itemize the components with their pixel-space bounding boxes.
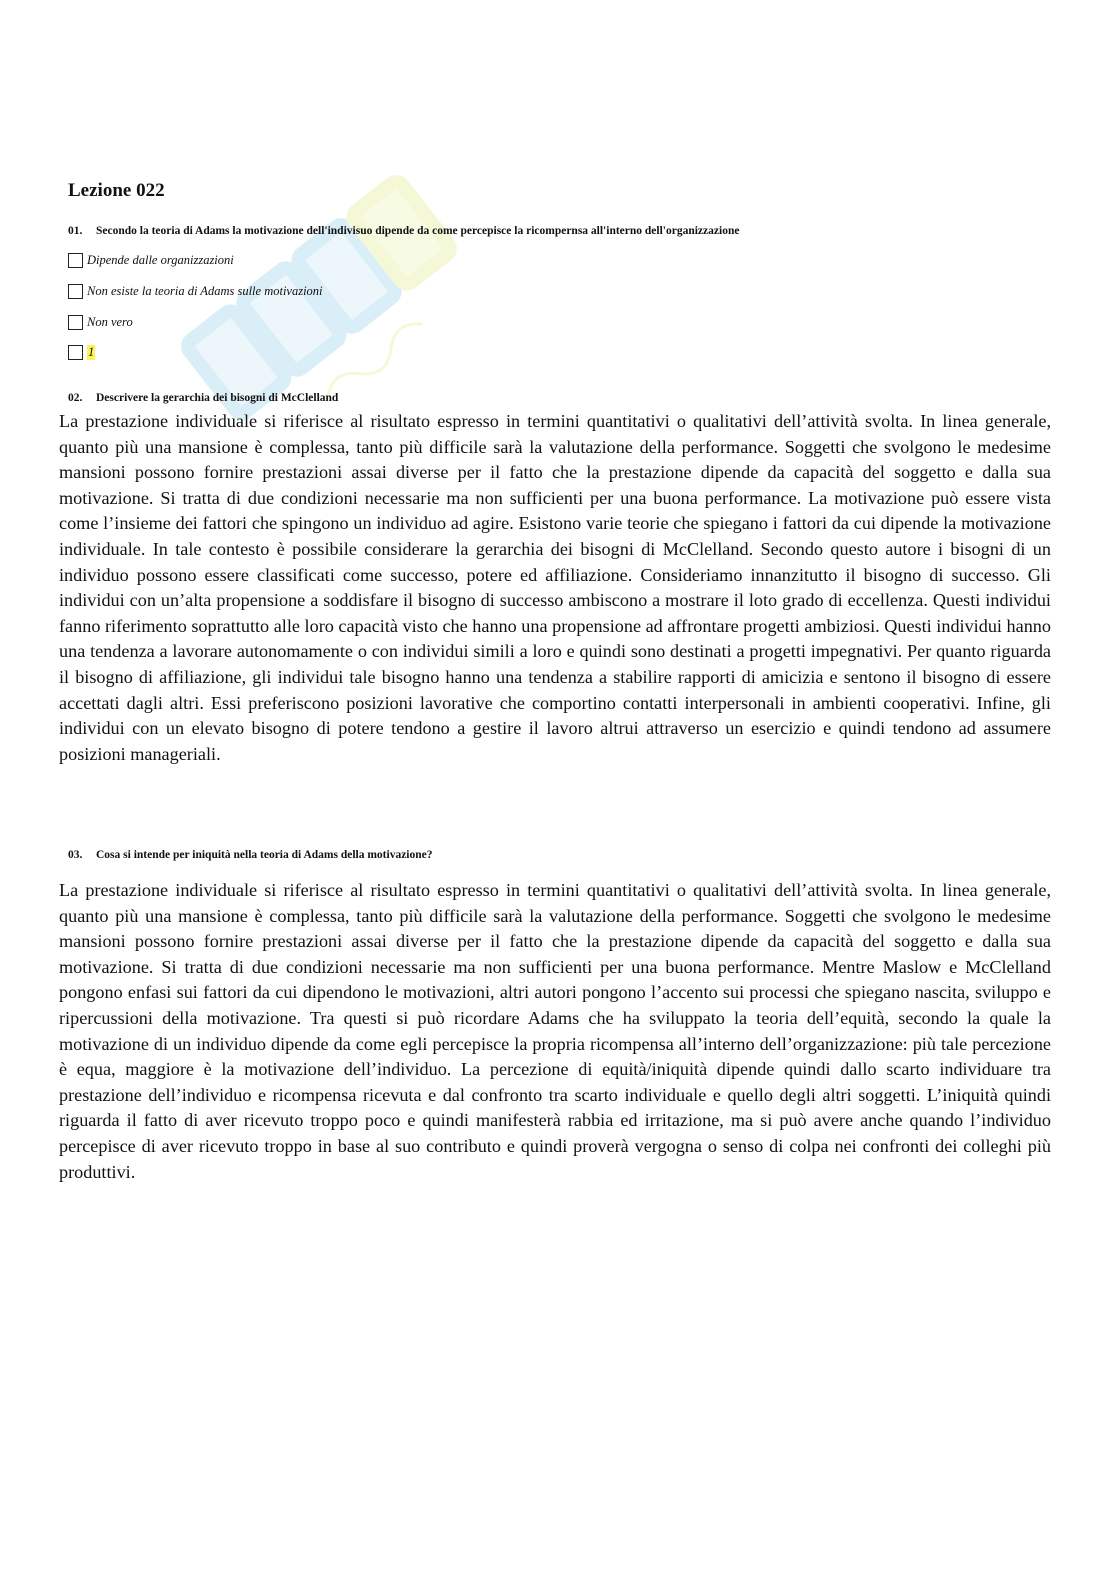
option-label: Non esiste la teoria di Adams sulle motivazioni [87, 284, 323, 298]
question-number: 01. [68, 225, 83, 237]
checkbox[interactable] [68, 284, 83, 299]
question-number: 03. [68, 849, 83, 861]
question-number: 02. [68, 392, 83, 404]
docsity-watermark-icon [150, 170, 530, 430]
question-01 [68, 225, 739, 237]
answer-text: La prestazione individuale si riferisce al risultato espresso in termini quantitativi o qualitativi dell’attività svolta. In linea generale, quanto più una mansione è complessa, tanto più difficile sarà la valutazione della performance. Soggetti che svolgono le medesime mansioni possono fornire prestazioni assai diverse per il fatto che la prestazione dipende da capacità del soggetto e dalla sua motivazione. Si tratta di due condizioni necessarie ma non sufficienti per una buona performance. La motivazione può essere vista come l’insieme dei fattori che spingono un individuo ad agire. Esistono varie teorie che spiegano i fattori da cui dipende la motivazione individuale. In tale contesto è possibile considerare la gerarchia dei bisogni di McClelland. Secondo questo autore i bisogni di un individuo possono essere classificati come successo, potere ed affiliazione. Consideriamo innanzitutto il bisogno di successo. Gli individui con un’alta propensione a soddisfare il bisogno di successo ambiscono a mostrare il loto grado di eccellenza. Questi individui fanno riferimento soprattutto alle loro capacità visto che hanno una propensione ad affrontare progetti ambiziosi. Questi individui hanno una tendenza a lavorare autonomamente o con individui simili a loro e quindi sono destinati a progetti impegnativi. Per quanto riguarda il bisogno di affiliazione, gli individui tale bisogno hanno una tendenza a stabilire rapporti di amicizia e sentono il bisogno di essere accettati dagli altri. Essi preferiscono posizioni lavorative che comportino contatti interpersonali in ambienti cooperativi. Infine, gli individui con un elevato bisogno di potere tendono a gestire il lavoro altrui attraverso un esercizio e quindi tendono ad assumere posizioni manageriali. [59, 411, 1051, 764]
checkbox[interactable] [68, 253, 83, 268]
highlighted-option-label: 1 [88, 345, 95, 359]
checkbox[interactable] [68, 315, 83, 330]
option-row[interactable] [68, 315, 133, 330]
option-label: Dipende dalle organizzazioni [87, 253, 234, 267]
option-row[interactable] [68, 253, 234, 268]
question-text: Cosa si intende per iniquità nella teoria di Adams della motivazione? [96, 849, 433, 861]
lesson-title: Lezione 022 [68, 180, 165, 201]
question-03 [68, 849, 433, 861]
checkbox[interactable] [68, 345, 83, 360]
option-row[interactable] [68, 345, 95, 360]
option-row[interactable] [68, 284, 323, 299]
answer-text: La prestazione individuale si riferisce al risultato espresso in termini quantitativi o qualitativi dell’attività svolta. In linea generale, quanto più una mansione è complessa, tanto più difficile sarà la valutazione della performance. Soggetti che svolgono le medesime mansioni possono fornire prestazioni assai diverse per il fatto che la prestazione dipende da capacità del soggetto e dalla sua motivazione. Si tratta di due condizioni necessarie ma non sufficienti per una buona performance. Mentre Maslow e McClelland pongono enfasi sui fattori da cui dipendono le motivazioni, altri autori pongono l’accento sui processi che spiegano nascita, sviluppo e ripercussioni della motivazione. Tra questi si può ricordare Adams che ha sviluppato la teoria dell’equità, secondo la quale la motivazione di un individuo dipende da come egli percepisce la propria ricompensa all’interno dell’organizzazione: più tale percezione è equa, maggiore è la motivazione dell’individuo. La percezione di equità/iniquità dipende quindi dallo scarto individuare tra prestazione dell’individuo e ricompensa ricevuta e dal confronto tra scarto individuale e quello degli altri soggetti. L’iniquità quindi riguarda il fatto di aver ricevuto troppo poco e quindi manifesterà rabbia ed irritazione, ma si può avere anche quando l’individuo percepisce di aver ricevuto troppo in base al suo contributo e quindi proverà vergogna o senso di colpa nei confronti dei colleghi più produttivi. [59, 880, 1051, 1182]
question-text: Descrivere la gerarchia dei bisogni di McClelland [96, 392, 339, 404]
option-label: Non vero [87, 315, 133, 329]
question-text: Secondo la teoria di Adams la motivazione dell'indivisuo dipende da come percepisce la ricompernsa all'interno dell'organizzazione [96, 225, 740, 237]
question-02 [68, 392, 338, 404]
